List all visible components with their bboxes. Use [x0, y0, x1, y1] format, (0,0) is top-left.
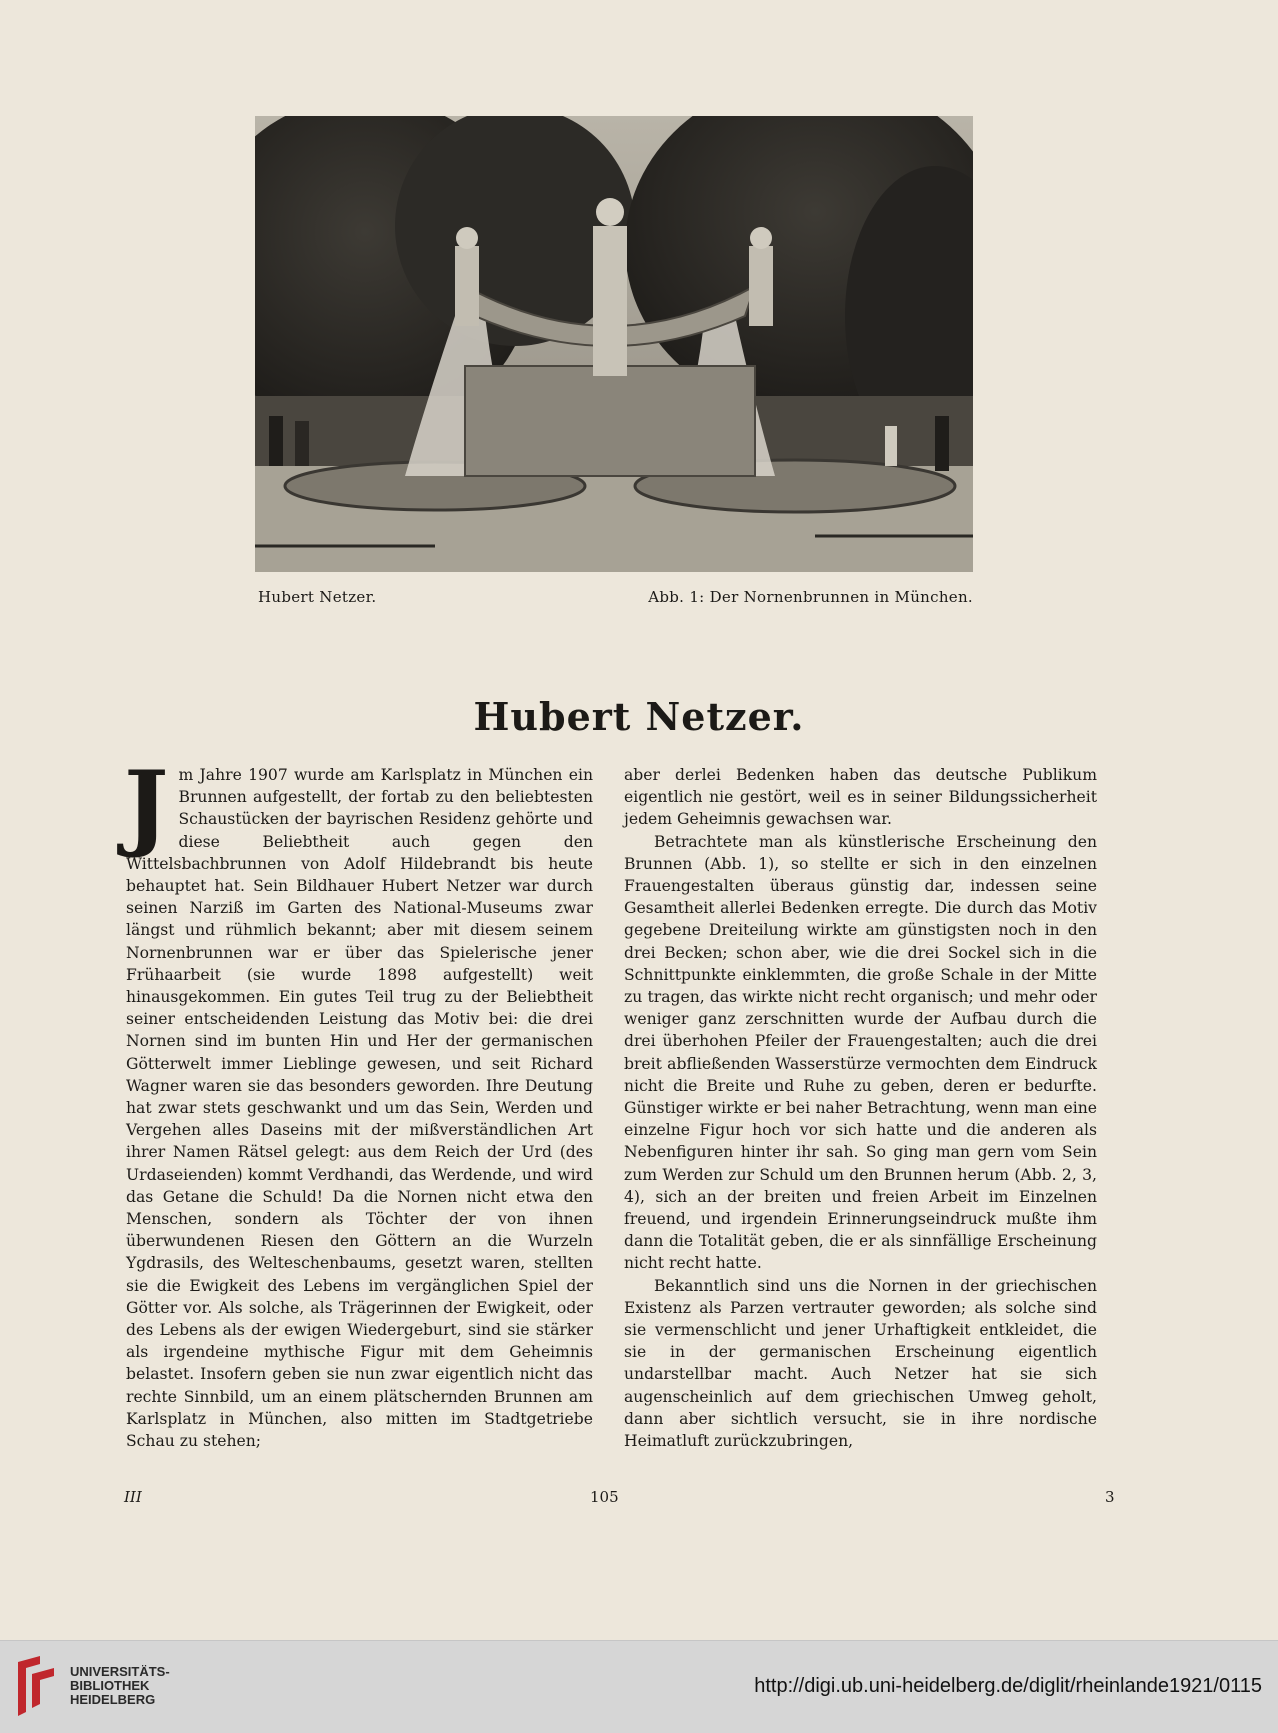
drop-cap: J: [124, 751, 169, 861]
sheet-number: 3: [1105, 1488, 1115, 1506]
text-column-left: [124, 751, 593, 1452]
paragraph: m Jahre 1907 wurde am Karlsplatz in München ein Brunnen aufgestellt, der fortab zu den beliebtesten Schaustücken der bayrischen Residenz gehörte und diese Beliebtheit auch gegen den Wittelsbachbrunnen von Adolf Hildebrandt bis heute behauptet hat. Sein Bildhauer Hubert Netzer war durch seinen Narziß im Garten des National-Museums zwar längst und rühmlich bekannt; aber mit diesem seinem Nornenbrunnen war er über das Spielerische jener Frühaarbeit (sie wurde 1898 aufgestellt) weit hinausgekommen. Ein gutes Teil trug zu der Beliebtheit seiner entscheidenden Leistung das Motiv bei: die drei Nornen sind im bunten Hin und Her der germanischen Götterwelt immer Lieblinge gewesen, und seit Richard Wagner waren sie das besonders geworden. Ihre Deutung hat zwar stets geschwankt und um das Sein, Werden und Vergehen alles Daseins mit der mißverständlichen Art ihrer Namen Rätsel gelegt: aus dem Reich der Urd (des Urdaseienden) kommt Verdhandi, das Werdende, und wird das Getane die Schuld! Da die Nornen nicht etwa den Menschen, sondern als Töchter der von ihnen überwundenen Riesen den Göttern an die Wurzeln Ygdrasils, des Welteschenbaums, gesetzt waren, stellten sie die Ewigkeit des Lebens im vergänglichen Spiel der Götter vor. Als solche, als Trägerinnen der Ewigkeit, oder des Lebens als der ewigen Wiedergeburt, sind sie stärker als irgendeine mythische Figur mit dem Geheimnis belastet. Insofern geben sie nun zwar eigentlich nicht das rechte Sinnbild, um an einem plätschernden Brunnen am Karlsplatz in München, also mitten im Stadtgetriebe Schau zu stehen;: [126, 766, 593, 1451]
fountain-photograph: [255, 116, 973, 572]
photo-caption-left: Hubert Netzer.: [258, 588, 377, 606]
paragraph: Bekanntlich sind uns die Nornen in der griechischen Existenz als Parzen vertrauter geworden; als solche sind sie vermenschlicht und jener Urhaftigkeit entkleidet, die sie in der germanischen Erscheinung eigentlich undarstellbar macht. Auch Netzer hat sie sich augenscheinlich auf dem griechischen Umweg geholt, dann aber sichtlich versucht, sie in ihre nordische Heimatluft zurückzubringen,: [624, 1276, 1097, 1451]
text-column-right: [624, 764, 1097, 1452]
paragraph: aber derlei Bedenken haben das deutsche Publikum eigentlich nie gestört, weil es in seiner Bildungssicherheit jedem Geheimnis gewachsen war.: [624, 766, 1097, 829]
paragraph: Betrachtete man als künstlerische Erscheinung den Brunnen (Abb. 1), so stellte er sich in den einzelnen Frauengestalten überaus günstig dar, indessen seine Gesamtheit allerlei Bedenken erregte. Die durch das Motiv gegebene Dreiteilung wirkte am günstigsten noch in den drei Becken; schon aber, wie die drei Sockel sich in die Schnittpunkte einklemmten, die große Schale in der Mitte zu tragen, das wirkte nicht recht organisch; und mehr oder weniger ganz zerschnitten wurde der Aufbau durch die drei überhohen Pfeiler der Frauengestalten; auch die drei breit abfließenden Wasserstürze vermochten dem Eindruck nicht die Breite und Ruhe zu geben, deren er bedurfte. Günstiger wirkte er bei naher Betrachtung, wenn man eine einzelne Figur hoch vor sich hatte und die anderen als Nebenfiguren hinter ihr sah. So ging man gern vom Sein zum Werden zur Schuld um den Brunnen herum (Abb. 2, 3, 4), sich an der breiten und freien Arbeit im Einzelnen freuend, und irgendein Erinnerungseindruck mußte ihm dann die Totalität geben, die er als sinnfällige Erscheinung nicht recht hatte.: [624, 832, 1097, 1273]
library-logo-icon: [12, 1654, 62, 1718]
photo-caption-right: Abb. 1: Der Nornenbrunnen in München.: [648, 588, 973, 606]
signature-mark: III: [124, 1488, 142, 1506]
source-url-link[interactable]: http://digi.ub.uni-heidelberg.de/diglit/rheinlande1921/0115: [754, 1675, 1262, 1697]
library-footer-bar: [0, 1640, 1278, 1733]
article-title: Hubert Netzer.: [473, 694, 805, 739]
page-number: 105: [590, 1488, 619, 1506]
fountain-photo-drawing: [255, 116, 973, 572]
library-name: UNIVERSITÄTS- BIBLIOTHEK HEIDELBERG: [70, 1664, 170, 1707]
